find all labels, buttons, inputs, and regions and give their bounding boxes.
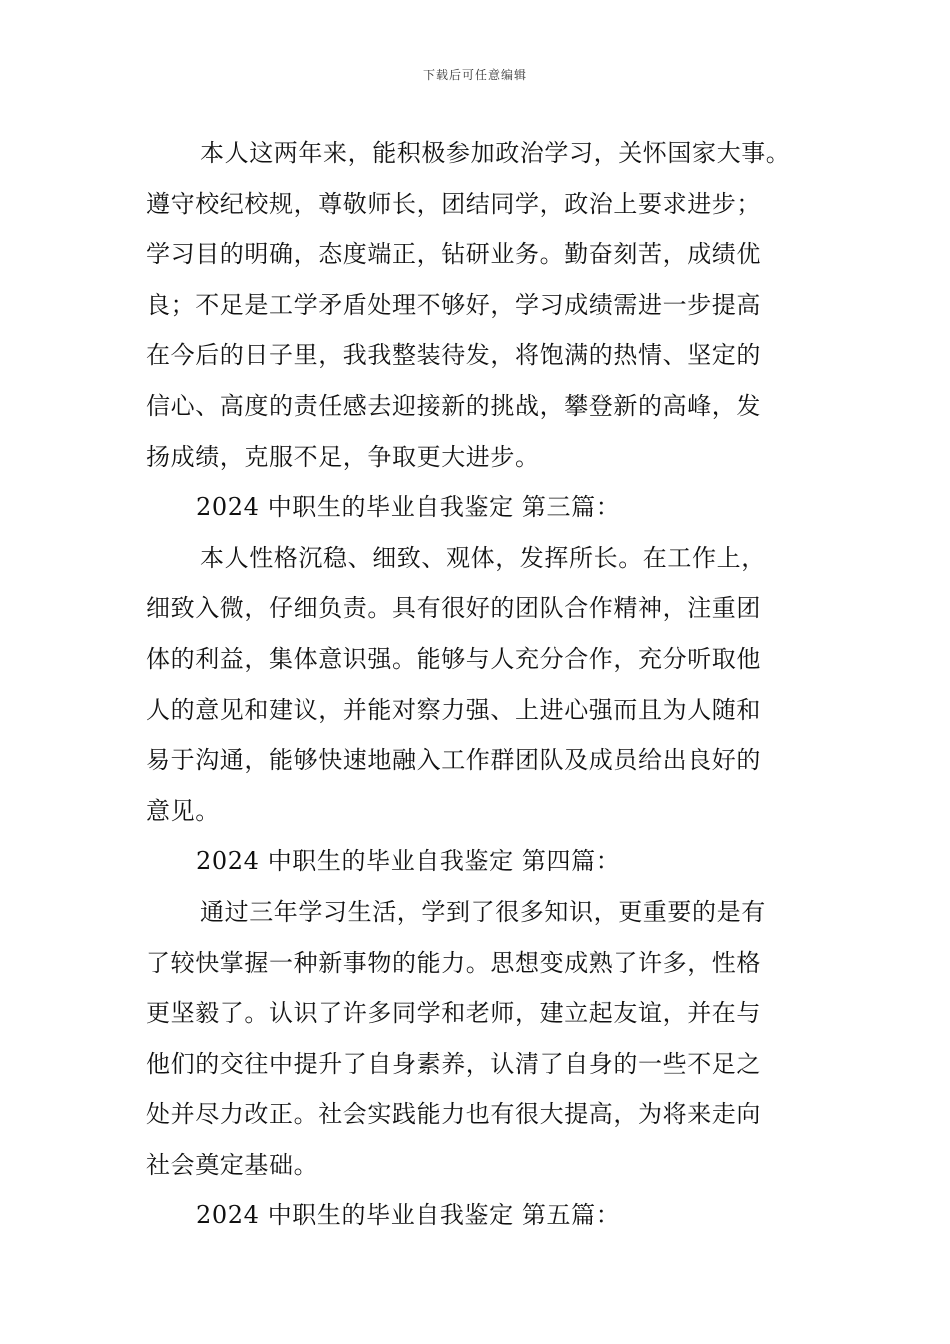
paragraph-line: 本人这两年来，能积极参加政治学习，关怀国家大事。 <box>200 139 791 167</box>
section-heading: 2024 中职生的毕业自我鉴定 第五篇： <box>196 1201 621 1230</box>
section-heading: 2024 中职生的毕业自我鉴定 第三篇： <box>196 493 621 522</box>
page-header: 下载后可任意编辑 <box>422 68 527 82</box>
paragraph-line: 了较快掌握一种新事物的能力。思想变成熟了许多，性格 <box>146 948 761 977</box>
paragraph-line: 更坚毅了。认识了许多同学和老师，建立起友谊，并在与 <box>146 999 761 1028</box>
section-heading: 2024 中职生的毕业自我鉴定 第四篇： <box>196 847 621 876</box>
paragraph-line: 本人性格沉稳、细致、观体，发挥所长。在工作上， <box>200 543 766 572</box>
paragraph-line: 扬成绩，克服不足，争取更大进步。 <box>146 442 540 471</box>
paragraph-line: 意见。 <box>146 796 220 825</box>
paragraph-line: 社会奠定基础。 <box>146 1150 319 1179</box>
paragraph-line: 遵守校纪校规，尊敬师长，团结同学，政治上要求进步； <box>146 189 761 218</box>
document-body <box>146 128 826 1241</box>
paragraph-line: 在今后的日子里，我我整装待发，将饱满的热情、坚定的 <box>146 341 761 370</box>
paragraph-line: 学习目的明确，态度端正，钻研业务。勤奋刻苦，成绩优 <box>146 240 761 269</box>
paragraph-line: 信心、高度的责任感去迎接新的挑战，攀登新的高峰，发 <box>146 391 761 420</box>
paragraph-line: 人的意见和建议，并能对察力强、上进心强而且为人随和 <box>146 695 761 724</box>
paragraph-line: 细致入微，仔细负责。具有很好的团队合作精神，注重团 <box>146 594 761 623</box>
paragraph-line: 他们的交往中提升了自身素养，认清了自身的一些不足之 <box>146 1049 761 1078</box>
paragraph-line: 易于沟通，能够快速地融入工作群团队及成员给出良好的 <box>146 746 761 775</box>
paragraph-line: 体的利益，集体意识强。能够与人充分合作，充分听取他 <box>146 644 761 673</box>
paragraph-line: 良；不足是工学矛盾处理不够好，学习成绩需进一步提高 <box>146 290 761 319</box>
paragraph-line: 处并尽力改正。社会实践能力也有很大提高，为将来走向 <box>146 1100 761 1129</box>
paragraph-line: 通过三年学习生活，学到了很多知识，更重要的是有 <box>200 897 766 926</box>
